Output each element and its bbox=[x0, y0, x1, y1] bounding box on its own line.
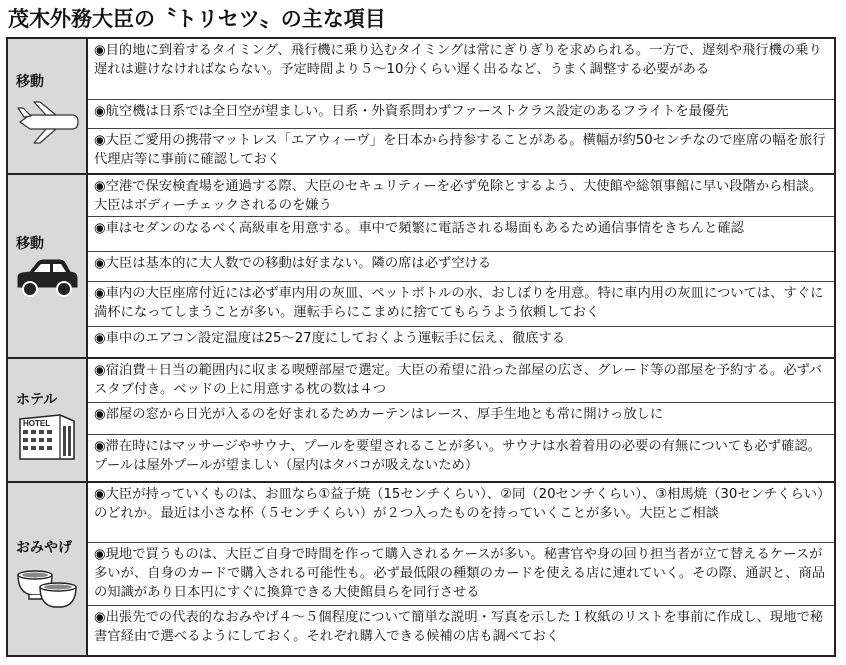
page-title: 茂木外務大臣の〝トリセツ〟の主な項目 bbox=[8, 7, 386, 31]
section-rows bbox=[88, 175, 834, 357]
section-souvenirs bbox=[8, 483, 834, 655]
category-label: 移動 bbox=[16, 74, 44, 90]
category-cell bbox=[8, 39, 88, 173]
list-item: ◉大臣が持っていくものは、お皿なら①益子焼（15センチくらい）、②同（20センチくらい）、③相馬焼（30センチくらい）のどれか。最近は小さな杯（５センチくらい）が２つ入ったものを持っていくことが多い。大臣とご相談 bbox=[88, 483, 834, 543]
item-table bbox=[6, 37, 836, 657]
hotel-sign: HOTEL bbox=[23, 419, 51, 428]
list-item: ◉航空機は日系では全日空が望ましい。日系・外資系問わずファーストクラス設定のあるフライトを最優先 bbox=[88, 100, 834, 129]
hotel-icon bbox=[14, 411, 80, 461]
section-travel-car bbox=[8, 175, 834, 359]
section-rows bbox=[88, 359, 834, 481]
list-item: ◉滞在時にはマッサージやサウナ、プールを要望されることが多い。サウナは水着着用の必要の有無についても必ず確認。プールは屋外プールが望ましい（屋内はタバコが吸えないため） bbox=[94, 439, 821, 473]
list-item: ◉大臣ご愛用の携帯マットレス「エアウィーヴ」を日本から持参することがある。横幅が約50センチなので座席の幅を旅行代理店等に事前に確認しておく bbox=[94, 133, 826, 167]
category-cell bbox=[8, 359, 88, 481]
bowls-icon bbox=[14, 567, 80, 611]
list-item: ◉車内の大臣座席付近には必ず車内用の灰皿、ペットボトルの水、おしぼりを用意。特に車内用の灰皿については、すぐに満杯になってしまうことが多い。運転手らにこまめに捨ててもらうよう依頼しておく bbox=[88, 282, 834, 327]
list-item: ◉部屋の窓から日光が入るのを好まれるためカーテンはレース、厚手生地とも常に開けっ放しに bbox=[88, 403, 834, 435]
airplane-icon bbox=[14, 99, 80, 145]
list-item: ◉空港で保安検査場を通過する際、大臣のセキュリティーを必ず免除とするよう、大使館や総領事館に早い段階から相談。大臣はボディーチェックされるのを嫌う bbox=[88, 175, 834, 217]
car-icon bbox=[14, 257, 80, 301]
list-item: ◉現地で買うものは、大臣ご自身で時間を作って購入されるケースが多い。秘書官や身の回り担当者が立て替えるケースが多いが、自身のカードで購入される可能性も。必ず最低限の種類のカードを使える店に連れていく。その際、通訳と、商品の知識があり日本円にすぐに換算できる大使館員らを同行させる bbox=[88, 543, 834, 606]
category-cell bbox=[8, 483, 88, 655]
category-label: 移動 bbox=[16, 236, 44, 252]
section-rows bbox=[88, 483, 834, 655]
list-item: ◉車はセダンのなるべく高級車を用意する。車中で頻繁に電話される場面もあるため通信事情をきちんと確認 bbox=[88, 217, 834, 252]
list-item: ◉車中のエアコン設定温度は25～27度にしておくよう運転手に伝え、徹底する bbox=[94, 331, 566, 346]
section-rows bbox=[88, 39, 834, 173]
category-label: ホテル bbox=[16, 392, 58, 408]
list-item: ◉大臣は基本的に大人数での移動は好まない。隣の席は必ず空ける bbox=[88, 252, 834, 282]
section-hotel bbox=[8, 359, 834, 483]
section-travel-air bbox=[8, 39, 834, 175]
list-item: ◉出張先での代表的なおみやげ４～５個程度について簡単な説明・写真を示した１枚紙のリストを事前に作成し、現地で秘書官経由で選べるようにしておく。それぞれ購入できる候補の店も調べておく bbox=[94, 610, 824, 644]
list-item: ◉宿泊費＋日当の範囲内に収まる喫煙部屋で選定。大臣の希望に沿った部屋の広さ、グレード等の部屋を予約する。必ずバスタブ付き。ベッドの上に用意する枕の数は４つ bbox=[88, 359, 834, 403]
category-cell bbox=[8, 175, 88, 357]
category-label: おみやげ bbox=[16, 540, 72, 556]
list-item: ◉目的地に到着するタイミング、飛行機に乗り込むタイミングは常にぎりぎりを求められる。一方で、遅刻や飛行機の乗り遅れは避けなければならない。予定時間より５～10分くらい遅く出るなど、うまく調整する必要がある bbox=[88, 39, 834, 100]
